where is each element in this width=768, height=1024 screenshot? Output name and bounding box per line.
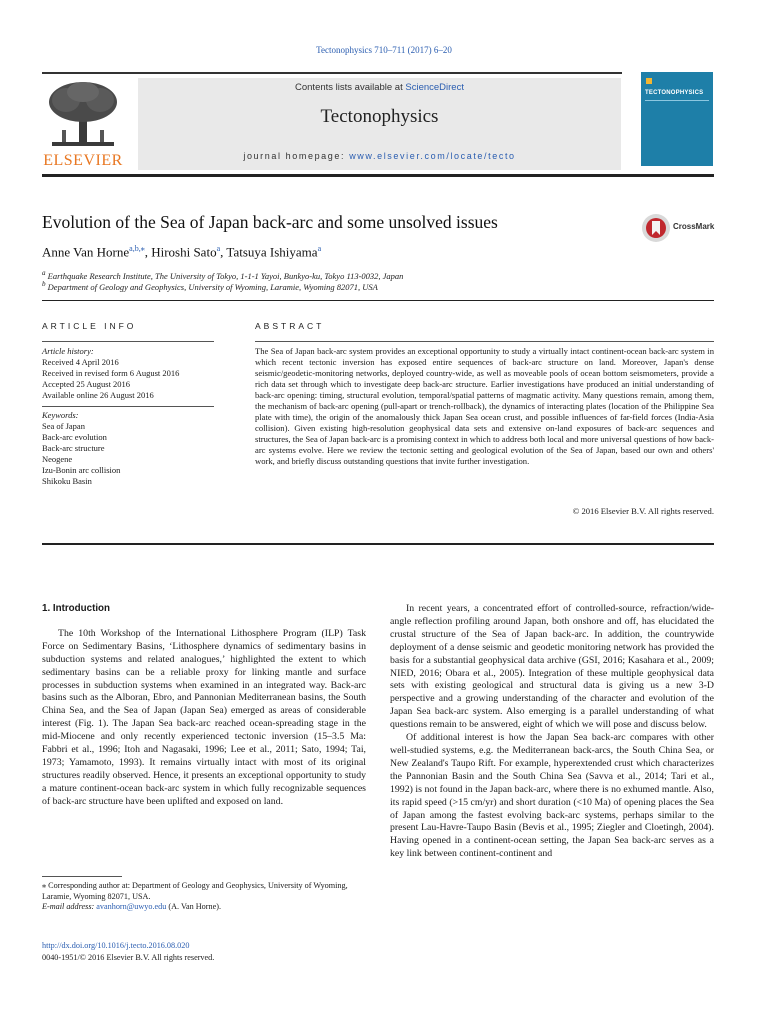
keywords-list bbox=[42, 410, 242, 487]
body-paragraph: Of additional interest is how the Japan Sea back-arc compares with other well-studied systems, e.g. the Mediterranean back-arcs, the South China Sea, or New Zealand's Taupo Rift. For example, hyperextended crust which characterizes the Pannonian Basin and the South China Sea (Savva et al., 2014; Tari et al., 1992) is not found in the Japan back-arc, where there is no exhumed mantle. Also, its rapid speed (>15 cm/yr) and short duration (<10 Ma) of opening places the Sea of Japan among the fastest evolving back-arc systems, perhaps similar to the present Lau-Havre-Taupo Basin (Bevis et al., 1995; Ziegler and Cloetingh, 2004). Having opened in a continent-ocean setting, the Japan Sea back-arc serves as a key link between continent-continent and bbox=[390, 732, 714, 860]
issn-line: 0040-1951/© 2016 Elsevier B.V. All rights reserved. bbox=[42, 952, 215, 962]
contents-prefix: Contents lists available at bbox=[295, 82, 406, 93]
author-name[interactable]: Hiroshi Sato bbox=[151, 244, 217, 260]
header-bottom-rule bbox=[42, 174, 714, 177]
author-affiliation-marker[interactable]: a bbox=[317, 244, 322, 253]
journal-citation-link[interactable]: Tectonophysics 710–711 (2017) 6–20 bbox=[316, 45, 452, 55]
body-paragraph: The 10th Workshop of the International Lithosphere Program (ILP) Task Force on Sedimentary Basins, ‘Lithosphere dynamics of sedimentary basins in subduction systems and related analogues,’ highlighted the extent to which sedimentary basins can be a reliable proxy for linking mantle and surface processes in subduction systems when examined in an integrated way. Back-arc basins such as the Alboran, Ebro, and Pannonian Mediterranean basins, the South China Sea, and the Sea of Japan (Japan Sea) emerged as areas of considerable interest (Fig. 1). The Japan Sea back-arc reached ocean-spreading stage in the mid-Miocene and only recently experienced tectonic inversion (15–3.5 Ma: Fabbri et al., 1996; Itoh and Nagasaki, 1996; Lee et al., 2011; Sato, 1994; Tai, 1973; Yamamoto, 1993). It remains virtually intact with most of its original structures readily observed. Hence, it presents an exceptional opportunity to study a mature continent-ocean back-arc system in which fully recognizable sequences of back-arc structure have been uplifted and exposed on land. bbox=[42, 627, 366, 807]
keyword: Back-arc evolution bbox=[42, 432, 107, 442]
elsevier-wordmark: ELSEVIER bbox=[43, 152, 123, 169]
elsevier-tree-icon bbox=[42, 78, 124, 150]
crossmark-label: CrossMark bbox=[673, 222, 715, 231]
keywords-label: Keywords: bbox=[42, 410, 79, 420]
contents-available-line bbox=[138, 82, 621, 93]
author-list bbox=[42, 244, 642, 260]
journal-homepage-line bbox=[138, 151, 621, 161]
header-top-rule bbox=[42, 72, 622, 74]
journal-cover-thumbnail[interactable] bbox=[641, 72, 713, 166]
crossmark-badge[interactable] bbox=[641, 213, 721, 243]
author-name[interactable]: Anne Van Horne bbox=[42, 244, 130, 260]
affiliation-text: Department of Geology and Geophysics, University of Wyoming, Laramie, Wyoming 82071, USA bbox=[47, 281, 378, 292]
keywords-rule bbox=[42, 406, 214, 407]
author-affiliation-marker[interactable]: a,b,⁎ bbox=[129, 244, 145, 253]
body-column-left bbox=[42, 603, 366, 809]
abstract-bottom-rule bbox=[42, 543, 714, 545]
section-heading: 1. Introduction bbox=[42, 603, 111, 614]
article-info-heading: ARTICLE INFO bbox=[42, 321, 137, 331]
history-online: Available online 26 August 2016 bbox=[42, 390, 154, 400]
journal-homepage-link[interactable]: www.elsevier.com/locate/tecto bbox=[349, 151, 516, 161]
abstract-heading: ABSTRACT bbox=[255, 321, 325, 331]
article-info-rule bbox=[42, 341, 214, 342]
page-footer bbox=[42, 940, 372, 963]
affiliation-mark: b bbox=[42, 280, 46, 288]
abstract-text: The Sea of Japan back-arc system provides an exceptional opportunity to study a virtually intact continent-ocean back-arc system in which recent tectonic inversion has exposed entire sequences of back-arc structure on land. Moreover, Japan's dense seismic/geodetic-monitoring networks, deployed country-wide, as well as moveable pools of ocean bottom seismometers, provide a rich data set through which to investigate deep back-arc structure. Earlier investigations have produced an initial understanding of back-arc opening: timing, structural evolution, temporal/spatial patterns of magmatic activity. Many questions remain, among them, the mechanism of back-arc opening (pull-apart or trench-rollback), the dynamics of interacting plates (location of the Philippine Sea plate with time), the origin of the anomalously thick Japan Sea ocean crust, and possible influences of far-field forces (India-Asia collision). Given existing high-resolution geophysical data sets and extensive on-land exposures of back-arc sequences and structures, the Sea of Japan back-arc is a promising context in which to address both local and more universal questions of how back-arc systems evolve. Here we review the tectonic setting and geological evolution of the Sea of Japan, based our own and others' work, and briefly discuss outstanding questions that invite further investigation. bbox=[255, 346, 714, 466]
email-label: E-mail address: bbox=[42, 902, 97, 911]
abstract-rule bbox=[255, 341, 714, 342]
cover-logo-mark bbox=[646, 78, 652, 84]
homepage-prefix: journal homepage: bbox=[243, 151, 350, 161]
author-name[interactable]: Tatsuya Ishiyama bbox=[226, 244, 318, 260]
history-received: Received 4 April 2016 bbox=[42, 357, 119, 367]
abstract-copyright: © 2016 Elsevier B.V. All rights reserved. bbox=[572, 506, 714, 516]
paper-title: Evolution of the Sea of Japan back-arc and some unsolved issues bbox=[42, 212, 498, 232]
elsevier-logo[interactable] bbox=[42, 78, 124, 170]
keyword: Neogene bbox=[42, 454, 73, 464]
article-history bbox=[42, 346, 242, 401]
keyword: Back-arc structure bbox=[42, 443, 105, 453]
author-separator: , bbox=[144, 244, 152, 260]
email-suffix: (A. Van Horne). bbox=[166, 902, 222, 911]
keyword: Shikoku Basin bbox=[42, 476, 92, 486]
author-affiliation-marker[interactable]: a bbox=[216, 244, 221, 253]
affiliation-mark: a bbox=[42, 269, 46, 277]
crossmark-icon bbox=[641, 213, 671, 243]
footnote-rule bbox=[42, 876, 122, 877]
sciencedirect-link[interactable]: ScienceDirect bbox=[405, 82, 464, 93]
body-column-right bbox=[390, 603, 714, 861]
history-label: Article history: bbox=[42, 346, 94, 356]
affiliation-text: Earthquake Research Institute, The University of Tokyo, 1-1-1 Yayoi, Bunkyo-ku, Tokyo 113-0032, Japan bbox=[47, 270, 404, 281]
corresponding-author-text: ⁎ Corresponding author at: Department of Geology and Geophysics, University of Wyoming, Laramie, Wyoming 82071, USA. bbox=[42, 881, 348, 901]
corresponding-author-footnote bbox=[42, 881, 366, 913]
journal-name: Tectonophysics bbox=[320, 106, 439, 127]
journal-masthead bbox=[138, 78, 621, 170]
affiliation-rule bbox=[42, 300, 714, 301]
doi-link[interactable]: http://dx.doi.org/10.1016/j.tecto.2016.08.020 bbox=[42, 941, 190, 950]
keyword: Izu-Bonin arc collision bbox=[42, 465, 121, 475]
cover-title: TECTONOPHYSICS bbox=[645, 90, 704, 96]
history-revised: Received in revised form 6 August 2016 bbox=[42, 368, 180, 378]
author-separator: , bbox=[220, 244, 227, 260]
history-accepted: Accepted 25 August 2016 bbox=[42, 379, 131, 389]
email-line bbox=[42, 902, 366, 913]
keyword: Sea of Japan bbox=[42, 421, 85, 431]
affiliation-b bbox=[42, 280, 378, 292]
cover-stripe bbox=[645, 100, 709, 101]
email-link[interactable]: avanhorn@uwyo.edu bbox=[96, 902, 167, 911]
body-paragraph: In recent years, a concentrated effort of controlled-source, refraction/wide-angle reflection profiling around Japan, both onshore and off, has elucidated the crustal structure of the Sea of Japan back-arc. In addition, the countrywide deployment of a dense seismic and geodetic monitoring network has provided the basis for a substantial geophysical data archive (GSI, 2016; Kasahara et al., 2009; NIED, 2016; Obara et al., 2005). Integration of these multiple geophysical data sets with existing geological and structural data is giving us a new 3-D perspective and a growing understanding of the character and evolution of the Japan Sea back-arc system. Also emerging is a parallel understanding of what questions remain to be answered, eight of which we will pose and discuss below. bbox=[390, 603, 714, 731]
